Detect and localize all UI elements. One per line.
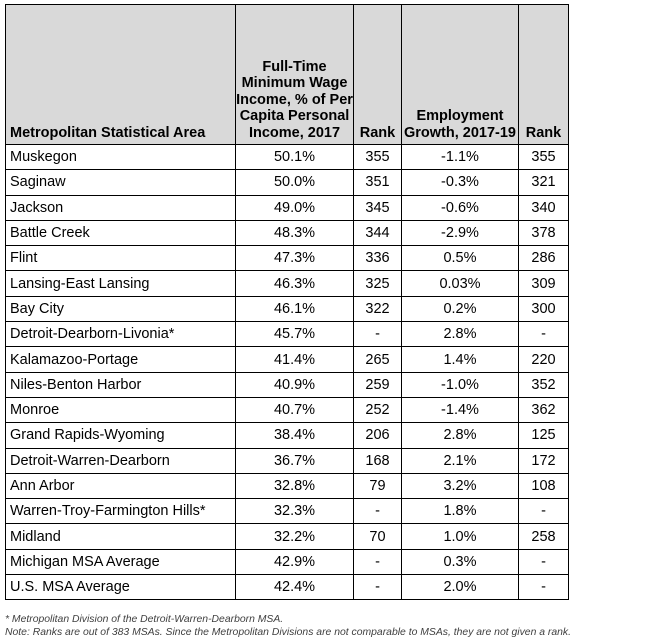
table-row <box>6 372 569 397</box>
cell-wage-income: 49.0% <box>236 195 354 220</box>
cell-area: Battle Creek <box>6 220 236 245</box>
cell-area: U.S. MSA Average <box>6 575 236 600</box>
cell-employment-rank: 340 <box>519 195 569 220</box>
data-table-container <box>5 4 569 600</box>
table-row <box>6 195 569 220</box>
cell-wage-income: 47.3% <box>236 246 354 271</box>
cell-wage-rank: 252 <box>354 397 402 422</box>
cell-employment-growth: 1.4% <box>402 347 519 372</box>
table-row <box>6 145 569 170</box>
table-row <box>6 397 569 422</box>
cell-area: Grand Rapids-Wyoming <box>6 423 236 448</box>
cell-area: Bay City <box>6 296 236 321</box>
table-row <box>6 271 569 296</box>
cell-employment-growth: 0.5% <box>402 246 519 271</box>
cell-wage-rank: - <box>354 499 402 524</box>
cell-employment-rank: 286 <box>519 246 569 271</box>
footnote-asterisk: * Metropolitan Division of the Detroit-Warren-Dearborn MSA. <box>5 614 284 625</box>
header-wage-rank: Rank <box>354 5 402 145</box>
cell-wage-income: 38.4% <box>236 423 354 448</box>
cell-area: Flint <box>6 246 236 271</box>
cell-wage-rank: 344 <box>354 220 402 245</box>
cell-wage-income: 46.3% <box>236 271 354 296</box>
cell-area: Detroit-Warren-Dearborn <box>6 448 236 473</box>
cell-wage-income: 42.9% <box>236 549 354 574</box>
msa-data-table <box>5 4 569 600</box>
cell-area: Warren-Troy-Farmington Hills* <box>6 499 236 524</box>
cell-wage-income: 45.7% <box>236 322 354 347</box>
cell-area: Lansing-East Lansing <box>6 271 236 296</box>
header-employment-growth: Employment Growth, 2017-19 <box>402 5 519 145</box>
cell-area: Muskegon <box>6 145 236 170</box>
cell-employment-rank: 300 <box>519 296 569 321</box>
cell-employment-rank: 108 <box>519 473 569 498</box>
cell-employment-rank: 258 <box>519 524 569 549</box>
cell-wage-rank: 322 <box>354 296 402 321</box>
cell-wage-rank: - <box>354 575 402 600</box>
cell-area: Niles-Benton Harbor <box>6 372 236 397</box>
footnotes <box>5 613 571 639</box>
header-employment-rank: Rank <box>519 5 569 145</box>
cell-wage-income: 46.1% <box>236 296 354 321</box>
cell-wage-income: 36.7% <box>236 448 354 473</box>
table-header-row <box>6 5 569 145</box>
cell-employment-rank: 172 <box>519 448 569 473</box>
header-wage-income: Full-Time Minimum Wage Income, % of Per Capita Personal Income, 2017 <box>236 5 354 145</box>
cell-employment-rank: - <box>519 575 569 600</box>
cell-employment-rank: - <box>519 322 569 347</box>
cell-employment-growth: 0.03% <box>402 271 519 296</box>
cell-area: Jackson <box>6 195 236 220</box>
cell-employment-growth: 2.8% <box>402 322 519 347</box>
cell-employment-growth: 2.1% <box>402 448 519 473</box>
footnote-note: Note: Ranks are out of 383 MSAs. Since the Metropolitan Divisions are not comparable to MSAs, they are not given a rank. <box>5 627 572 638</box>
cell-employment-growth: -2.9% <box>402 220 519 245</box>
cell-employment-rank: 355 <box>519 145 569 170</box>
table-row <box>6 448 569 473</box>
table-body <box>6 145 569 600</box>
cell-employment-rank: 309 <box>519 271 569 296</box>
table-row <box>6 322 569 347</box>
cell-employment-rank: - <box>519 499 569 524</box>
cell-employment-growth: 2.0% <box>402 575 519 600</box>
cell-area: Midland <box>6 524 236 549</box>
cell-wage-income: 50.1% <box>236 145 354 170</box>
cell-area: Saginaw <box>6 170 236 195</box>
cell-employment-growth: 1.8% <box>402 499 519 524</box>
cell-employment-rank: 378 <box>519 220 569 245</box>
cell-wage-rank: 345 <box>354 195 402 220</box>
cell-employment-growth: 2.8% <box>402 423 519 448</box>
cell-wage-income: 40.9% <box>236 372 354 397</box>
cell-employment-rank: 362 <box>519 397 569 422</box>
table-row <box>6 473 569 498</box>
cell-wage-income: 50.0% <box>236 170 354 195</box>
cell-employment-rank: 352 <box>519 372 569 397</box>
cell-employment-growth: 0.2% <box>402 296 519 321</box>
cell-wage-rank: 351 <box>354 170 402 195</box>
table-row <box>6 170 569 195</box>
cell-wage-rank: 355 <box>354 145 402 170</box>
cell-wage-income: 32.8% <box>236 473 354 498</box>
cell-wage-rank: 265 <box>354 347 402 372</box>
cell-employment-rank: 321 <box>519 170 569 195</box>
table-row <box>6 423 569 448</box>
cell-wage-rank: 206 <box>354 423 402 448</box>
cell-area: Monroe <box>6 397 236 422</box>
cell-wage-income: 32.2% <box>236 524 354 549</box>
cell-area: Ann Arbor <box>6 473 236 498</box>
cell-wage-income: 40.7% <box>236 397 354 422</box>
cell-employment-rank: 125 <box>519 423 569 448</box>
table-row <box>6 575 569 600</box>
header-area: Metropolitan Statistical Area <box>6 5 236 145</box>
cell-employment-rank: 220 <box>519 347 569 372</box>
cell-wage-rank: - <box>354 549 402 574</box>
cell-employment-growth: -1.4% <box>402 397 519 422</box>
cell-wage-rank: 259 <box>354 372 402 397</box>
cell-employment-growth: 0.3% <box>402 549 519 574</box>
table-row <box>6 347 569 372</box>
cell-wage-rank: 325 <box>354 271 402 296</box>
cell-employment-rank: - <box>519 549 569 574</box>
cell-wage-income: 41.4% <box>236 347 354 372</box>
table-row <box>6 246 569 271</box>
cell-employment-growth: -1.1% <box>402 145 519 170</box>
cell-area: Kalamazoo-Portage <box>6 347 236 372</box>
cell-wage-income: 48.3% <box>236 220 354 245</box>
cell-wage-income: 32.3% <box>236 499 354 524</box>
cell-employment-growth: -1.0% <box>402 372 519 397</box>
cell-area: Detroit-Dearborn-Livonia* <box>6 322 236 347</box>
table-row <box>6 524 569 549</box>
cell-wage-rank: 70 <box>354 524 402 549</box>
cell-wage-rank: 168 <box>354 448 402 473</box>
cell-wage-rank: 79 <box>354 473 402 498</box>
cell-wage-rank: - <box>354 322 402 347</box>
table-row <box>6 296 569 321</box>
cell-employment-growth: -0.3% <box>402 170 519 195</box>
cell-employment-growth: 3.2% <box>402 473 519 498</box>
cell-employment-growth: 1.0% <box>402 524 519 549</box>
cell-wage-rank: 336 <box>354 246 402 271</box>
table-row <box>6 549 569 574</box>
cell-employment-growth: -0.6% <box>402 195 519 220</box>
cell-area: Michigan MSA Average <box>6 549 236 574</box>
table-row <box>6 499 569 524</box>
cell-wage-income: 42.4% <box>236 575 354 600</box>
table-row <box>6 220 569 245</box>
